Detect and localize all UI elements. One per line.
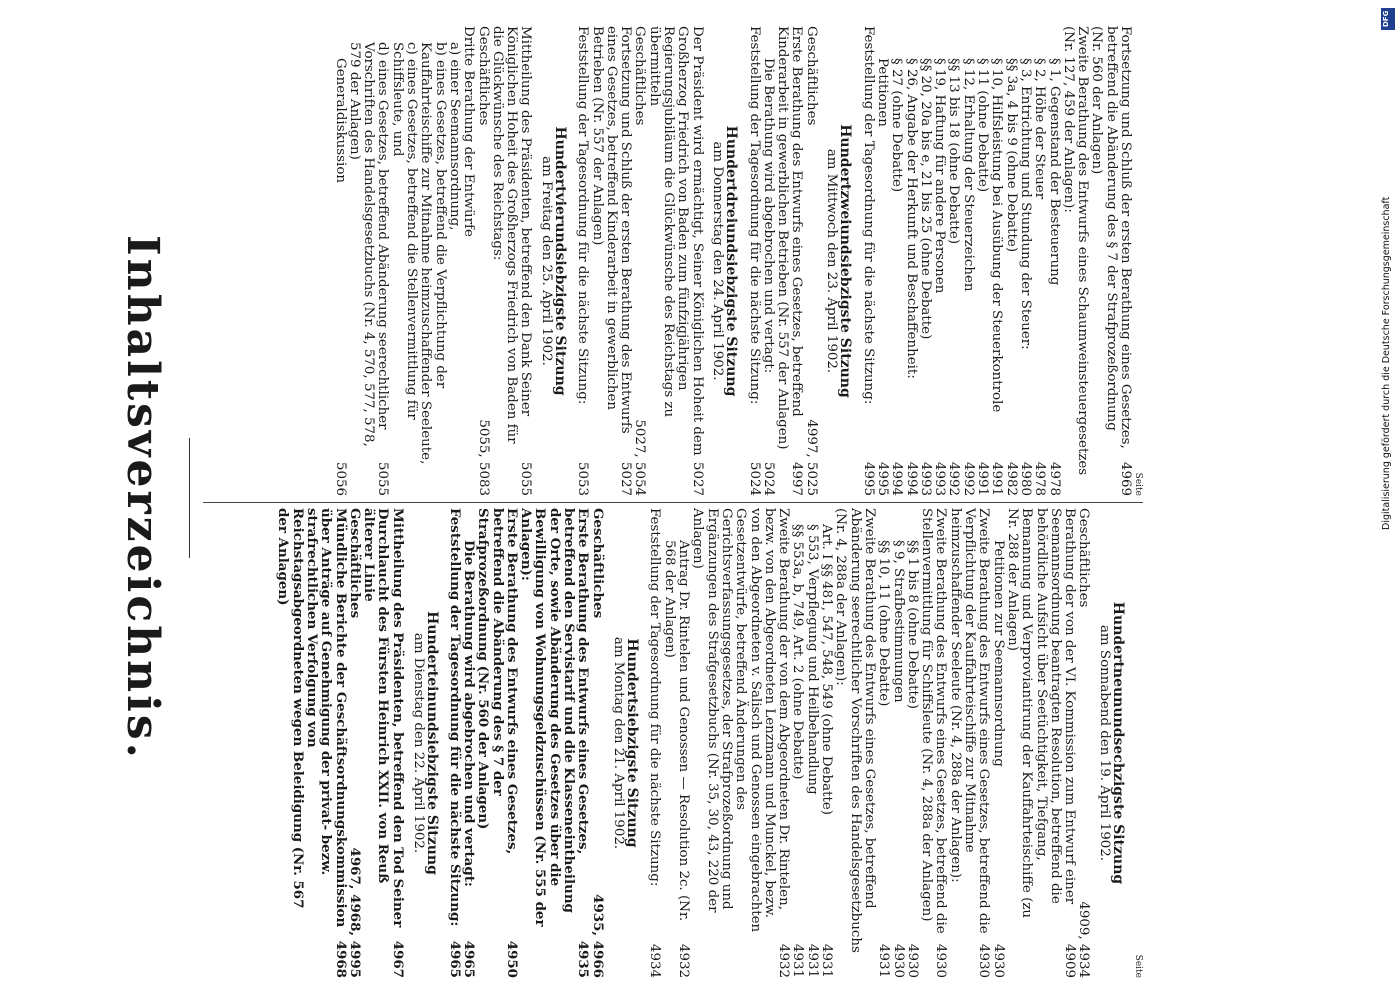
toc-entry-page: 4930 bbox=[933, 943, 949, 978]
dfg-logo-text: DFG bbox=[1382, 10, 1390, 27]
digitization-note bbox=[1378, 196, 1394, 530]
toc-entry bbox=[589, 26, 632, 496]
toc-entry-page: 5027, 5054 bbox=[632, 419, 648, 496]
session-heading: Hunderteinundsiebzigste Sitzung bbox=[424, 611, 441, 875]
toc-entry bbox=[1061, 26, 1090, 496]
toc-entry bbox=[1076, 508, 1090, 978]
toc-entry-text: § 553, Verpflegung und Heilbehandlung bbox=[804, 524, 820, 795]
toc-entry-page: 4931 bbox=[790, 943, 806, 978]
toc-entry-text: Mittheilung des Präsidenten, betreffend den Tod Seiner Durchlaucht des Fürsten Heinrich XXII. von Reuß älterer Linie bbox=[361, 508, 406, 928]
toc-entry-page: 5055 bbox=[375, 461, 391, 496]
toc-entry-page: 4930 bbox=[990, 943, 1006, 978]
toc-entry-text: § 10, Hilfsleistung bei Ausübung der Steuerkontrole bbox=[989, 58, 1005, 413]
toc-entry-text: Dritte Berathung der Entwürfe bbox=[461, 26, 477, 237]
session bbox=[575, 26, 738, 496]
toc-entry-page: 4934 bbox=[647, 943, 663, 978]
session-heading: Hundertzweiundsiebzigste Sitzung bbox=[837, 124, 854, 398]
session-heading: Hundertneunundsechzigste Sitzung bbox=[1110, 601, 1126, 885]
toc-entry bbox=[590, 508, 604, 978]
toc-entry bbox=[932, 26, 946, 496]
digitization-note-text: Digitalisierung gefördert durch die Deutsche Forschungsgemeinschaft bbox=[1381, 196, 1392, 530]
toc-entry bbox=[819, 508, 833, 978]
toc-entry-page: 5027 bbox=[618, 461, 634, 496]
toc-entry bbox=[447, 26, 461, 496]
toc-entry bbox=[1003, 26, 1017, 496]
toc-entry-page: 4935, 4966 bbox=[589, 894, 606, 978]
toc-entry-page: 4931 bbox=[819, 943, 835, 978]
toc-entry-text: Zweite Berathung des Entwurfs eines Gesetzes, betreffend die Verpflichtung der Kauffahrteischiffe zur Mitnahme heimzuschaffender Seeleute (Nr. 4, 288a der Anlagen): bbox=[947, 508, 992, 934]
toc-entry-text: Die Berathung wird abgebrochen und vertagt: bbox=[760, 58, 776, 374]
toc-entry-page: 4993 bbox=[932, 461, 948, 496]
toc-entry-page: 5024 bbox=[746, 461, 762, 496]
toc-entry bbox=[362, 508, 405, 978]
toc-entry bbox=[1089, 26, 1132, 496]
toc-entry-text: Berathung der von der VI. Kommission zum Entwurf einer Seemannsordnung beantragten Resolution, betreffend die behördliche Aufsicht über Seetüchtigkeit, Tiefgang, Bemannung und Verproviantirung der Kauffahrteischiffe (zu Nr. 288 der Anlagen) bbox=[1004, 508, 1078, 918]
toc-entry bbox=[490, 26, 533, 496]
toc-entry-text: Zweite Berathung des Entwurfs eines Schaumweinsteuergesetzes (Nr. 127, 459 der Anlagen): bbox=[1060, 26, 1091, 476]
toc-entry-text: § 3, Entrichtung und Stundung der Steuer: bbox=[1017, 58, 1033, 350]
toc-entry-page: 4980 bbox=[1017, 461, 1033, 496]
session-date: am Montag den 21. April 1902. bbox=[610, 636, 626, 850]
toc-entry-page: 5024 bbox=[760, 461, 776, 496]
toc-entry-page: 4965 bbox=[460, 940, 477, 978]
toc-entry-text: Art. I §§ 481, 547, 548, 549 (ohne Debatte) bbox=[819, 524, 835, 816]
toc-entry-text: Feststellung der Tagesordnung für die nächste Sitzung: bbox=[575, 26, 591, 405]
toc-entry-text: Die Berathung wird abgebrochen und vertagt: bbox=[460, 540, 477, 887]
toc-entry-text: §§ 3a, 4 bis 9 (ohne Debatte) bbox=[1003, 58, 1019, 253]
toc-entry bbox=[804, 508, 818, 978]
toc-entry-page: 4965 bbox=[446, 940, 463, 978]
toc-entry bbox=[989, 26, 1003, 496]
toc-entry-text: § 27 (ohne Debatte) bbox=[889, 58, 905, 193]
toc-entry-page: 4930 bbox=[976, 943, 992, 978]
toc-entry-text: Der Präsident wird ermächtigt, Seiner Königlichen Hoheit dem Großherzog Friedrich von Baden zum fünfzigjährigen Regierungsjubiläum die Glückwünsche des Reichstags zu übermitteln bbox=[646, 26, 705, 456]
toc-entry-text: § 11 (ohne Debatte) bbox=[975, 58, 991, 193]
seite-label: Seite bbox=[1133, 472, 1143, 496]
toc-entry-text: Geschäftliches bbox=[1076, 508, 1092, 608]
toc-entry bbox=[647, 508, 661, 978]
toc-entry-text: Zweite Berathung des Entwurfs eines Gesetzes, betreffend die Stellenvermittlung für Schiffsleute (Nr. 4, 288a der Anlagen) bbox=[919, 508, 949, 934]
toc-entry-page: 4994 bbox=[889, 461, 905, 496]
seite-label: Seite bbox=[1133, 954, 1143, 978]
toc-entry bbox=[447, 508, 461, 978]
session-heading: Hundertvierundsiebzigste Sitzung bbox=[552, 126, 569, 396]
toc-entry-text: §§ 553a, b, 749, Art. 2 (ohne Debatte) bbox=[790, 524, 806, 780]
column-right bbox=[332, 26, 1143, 496]
session-date: am Freitag den 25. April 1902. bbox=[538, 156, 554, 366]
column-left bbox=[276, 508, 1143, 978]
toc-entry-text: Fortsetzung und Schluß der ersten Berathung des Entwurfs eines Gesetzes, betreffend Kinderarbeit in gewerblichen Betrieben (Nr. 557 der Anlagen) bbox=[589, 26, 634, 434]
toc-entry-text: §§ 10, 11 (ohne Debatte) bbox=[876, 540, 892, 707]
toc-entry-page: 4968 bbox=[332, 940, 349, 978]
session bbox=[332, 26, 567, 496]
toc-entry bbox=[947, 508, 990, 978]
toc-entry-text: §§ 13 bis 18 (ohne Debatte) bbox=[946, 58, 962, 245]
toc-entry bbox=[690, 508, 790, 978]
page-title: Inhaltsverzeichnis. bbox=[117, 235, 168, 761]
toc-entry-page: 4932 bbox=[776, 943, 792, 978]
toc-entry bbox=[876, 508, 890, 978]
toc-entry-page: 4932 bbox=[676, 943, 692, 978]
toc-entry bbox=[890, 508, 904, 978]
toc-entry-text: Geschäftliches bbox=[346, 508, 363, 619]
toc-entry bbox=[647, 26, 704, 496]
toc-entry-text: Geschäftliches bbox=[803, 26, 819, 126]
toc-entry-text: Feststellung der Tagesordnung für die nächste Sitzung: bbox=[746, 26, 762, 405]
session bbox=[746, 26, 852, 496]
toc-entry-page: 4931 bbox=[876, 943, 892, 978]
toc-entry bbox=[803, 26, 817, 496]
session bbox=[647, 508, 1125, 978]
toc-entry-text: b) eines Gesetzes, betreffend die Verpflichtung der Kauffahrteischiffe zur Mitnahme heimzuschaffender Seeleute, bbox=[418, 42, 448, 465]
session-date: am Donnerstag den 24. April 1902. bbox=[709, 141, 725, 381]
toc-entry-text: Erste Berathung des Entwurfs eines Gesetzes, betreffend die Abänderung des § 7 der Strafprozeßordnung (Nr. 560 der Anlagen) bbox=[475, 508, 520, 855]
dfg-logo bbox=[1381, 8, 1395, 30]
toc-entry bbox=[348, 508, 362, 978]
toc-entry bbox=[461, 26, 475, 496]
toc-entry bbox=[919, 508, 948, 978]
toc-entry bbox=[975, 26, 989, 496]
toc-entry bbox=[889, 26, 903, 496]
toc-entry-page: 4995 bbox=[860, 461, 876, 496]
toc-entry-page: 4995 bbox=[874, 461, 890, 496]
toc-entry-text: Generaldiskussion bbox=[332, 58, 348, 184]
toc-entry-page: 4991 bbox=[989, 461, 1005, 496]
toc-entry bbox=[475, 26, 489, 496]
toc-entry bbox=[1005, 508, 1076, 978]
toc-entry-page: 4997 bbox=[789, 461, 805, 496]
toc-entry bbox=[632, 26, 646, 496]
toc-entry-text: § 26, Angabe der Herkunft und Beschaffenheit: bbox=[903, 58, 919, 379]
session bbox=[276, 508, 439, 978]
toc-entry-page: 4991 bbox=[975, 461, 991, 496]
title-rule bbox=[189, 438, 190, 558]
toc-entry-text: Feststellung der Tagesordnung für die nächste Sitzung: bbox=[647, 508, 663, 887]
toc-entry bbox=[905, 508, 919, 978]
toc-entry bbox=[746, 26, 760, 496]
toc-entry-page: 4978 bbox=[1032, 461, 1048, 496]
toc-entry-text: § 19, Haftung für andere Personen bbox=[932, 58, 948, 294]
toc-entry-text: Feststellung der Tagesordnung für die nächste Sitzung: bbox=[446, 508, 463, 927]
toc-entry-page: 4909, 4934 bbox=[1076, 901, 1092, 978]
toc-entry bbox=[918, 26, 932, 496]
toc-entry bbox=[761, 26, 775, 496]
toc-entry-text: Fortsetzung und Schluß der ersten Berathung eines Gesetzes, betreffend die Abänderung des § 7 der Strafprozeßordnung (Nr. 560 der Anlagen) bbox=[1089, 26, 1133, 449]
session-date: am Dienstag den 22. April 1902. bbox=[411, 632, 427, 854]
toc-entry-text: Geschäftliches bbox=[475, 26, 491, 126]
session-heading: Hundertsiebzigste Sitzung bbox=[624, 638, 641, 848]
toc-entry-text: Mittheilung des Präsidenten, betreffend den Dank Seiner Königlichen Hoheit des Großherzogs Friedrich von Baden für die Glückwünsche des Reichstags: bbox=[489, 26, 534, 444]
session-date: am Mittwoch den 23. April 1902. bbox=[824, 148, 840, 374]
session-continued bbox=[860, 26, 1132, 496]
toc-entry-text: § 12, Erhaltung der Steuerzeichen bbox=[960, 58, 976, 292]
toc-entry-text: Zweite Berathung der von dem Abgeordneten Dr. Rintelen, bezw. von den Abgeordneten Lenzmann und Munckel, bezw. von den Abgeordneten v. Salisch und Genossen eingebrachten Gesetzentwürfe, betreffend Änderungen des Gerichtsverfassungsgesetzes, der Strafprozeßordnung und Ergänzungen des Strafgesetzbuchs (Nr. 35, 30, 43, 220 der Anlagen) bbox=[690, 508, 792, 933]
toc-entry-text: §§ 20, 20a bis e, 21 bis 25 (ohne Debatte) bbox=[917, 58, 933, 340]
document-frame bbox=[8, 8, 1368, 988]
toc-entry-page: 4982 bbox=[1003, 461, 1019, 496]
toc-entry bbox=[775, 26, 804, 496]
toc-entry bbox=[476, 508, 519, 978]
toc-entry-page: 5053 bbox=[575, 461, 591, 496]
toc-entry-text: Geschäftliches bbox=[632, 26, 648, 126]
toc-entry bbox=[946, 26, 960, 496]
session-date: am Sonnabend den 19. April 1902. bbox=[1096, 624, 1112, 862]
toc-entry bbox=[990, 508, 1004, 978]
toc-entry bbox=[790, 508, 804, 978]
toc-entry-text: § 9, Strafbestimmungen bbox=[890, 540, 906, 703]
toc-entry bbox=[276, 508, 347, 978]
toc-entry bbox=[519, 508, 590, 978]
session bbox=[447, 508, 639, 978]
toc-entry-page: 4992 bbox=[946, 461, 962, 496]
toc-entry-page: 4969 bbox=[1118, 461, 1133, 496]
toc-entry bbox=[960, 26, 974, 496]
toc-entry-page: 4930 bbox=[890, 943, 906, 978]
toc-entry-text: Mündliche Berichte der Geschäftsordnungskommission über Anträge auf Genehmigung der privat- bezw. strafrechtlichen Verfolgung von Reichstagsabgeordneten wegen Beleidigung (Nr. 567 der Anlagen) bbox=[275, 508, 349, 928]
toc-entry bbox=[1032, 26, 1046, 496]
toc-entry-text: Erste Berathung des Entwurfs eines Gesetzes, betreffend den Servistarif und die Klasseneintheilung der Orte, sowie Abänderung des Gesetzes über die Bewilligung von Wohnungsgeldzuschüssen (Nr. 555 der Anlagen): bbox=[518, 508, 592, 927]
toc-entry-page: 4967, 4968, 4995 bbox=[346, 847, 363, 978]
toc-entry-text: c) eines Gesetzes, betreffend die Stellenvermittlung für Schiffsleute, und bbox=[389, 42, 420, 420]
toc-entry-page: 4909 bbox=[1062, 943, 1078, 978]
toc-entry-text: § 2, Höhe der Steuer bbox=[1032, 58, 1048, 200]
toc-entry bbox=[833, 508, 876, 978]
toc-entry-text: § 1, Gegenstand der Besteuerung bbox=[1046, 58, 1062, 286]
toc-entry-page: 4978 bbox=[1046, 461, 1062, 496]
toc-entry-page: 5027 bbox=[689, 461, 705, 496]
toc-entry-page: 4931 bbox=[804, 943, 820, 978]
toc-entry-text: Zweite Berathung des Entwurfs eines Gesetzes, betreffend Abänderung seerechtlicher Vorschriften des Handelsgesetzbuchs (Nr. 4, 288a der Anlagen): bbox=[833, 508, 877, 953]
toc-entry bbox=[860, 26, 874, 496]
toc-entry-text: Antrag Dr. Rintelen und Genossen — Resolution 2c. (Nr. 568 der Anlagen) bbox=[661, 540, 692, 922]
toc-entry-page: 4992 bbox=[960, 461, 976, 496]
column-divider bbox=[203, 502, 1143, 503]
session-heading: Hundertdreiundsiebzigste Sitzung bbox=[723, 125, 740, 397]
toc-entry-page: 5055 bbox=[518, 461, 534, 496]
toc-entry bbox=[903, 26, 917, 496]
toc-entry-text: d) eines Gesetzes, betreffend Abänderung seerechtlicher Vorschriften des Handelsgesetzbuchs (Nr. 4, 570, 577, 578, 579 der Anlagen) bbox=[346, 42, 391, 447]
toc-entry-page: 4993 bbox=[917, 461, 933, 496]
toc-entry-page: 5055, 5083 bbox=[475, 419, 491, 496]
toc-entry-text: Petitionen zur Seemannsordnung bbox=[990, 540, 1006, 767]
toc-entry bbox=[389, 26, 418, 496]
toc-entry bbox=[875, 26, 889, 496]
toc-entry-text: Feststellung der Tagesordnung für die nächste Sitzung: bbox=[860, 26, 876, 405]
toc-entry-page: 4997, 5025 bbox=[803, 419, 819, 496]
toc-entry-page: 4994 bbox=[903, 461, 919, 496]
toc-entry-text: Petitionen bbox=[874, 58, 890, 127]
toc-entry bbox=[662, 508, 691, 978]
toc-entry bbox=[1046, 26, 1060, 496]
toc-entry bbox=[462, 508, 476, 978]
toc-entry-text: Geschäftliches bbox=[589, 508, 606, 619]
toc-entry bbox=[418, 26, 447, 496]
toc-entry-page: 4935 bbox=[575, 940, 592, 978]
toc-entry-page: 4950 bbox=[503, 940, 520, 978]
toc-entry-text: §§ 1 bis 8 (ohne Debatte) bbox=[904, 540, 920, 710]
toc-entry-page: 5056 bbox=[332, 461, 348, 496]
toc-entry bbox=[332, 26, 346, 496]
toc-entry bbox=[1018, 26, 1032, 496]
toc-entry-page: 4930 bbox=[904, 943, 920, 978]
toc-entry bbox=[347, 26, 390, 496]
toc-entry-text: a) einer Seemannsordnung, bbox=[446, 42, 462, 231]
toc-entry-page: 4967 bbox=[389, 940, 406, 978]
toc-entry-text: Erste Berathung des Entwurfs eines Gesetzes, betreffend Kinderarbeit in gewerblichen Betrieben (Nr. 557 der Anlagen) bbox=[775, 26, 805, 450]
toc-entry bbox=[575, 26, 589, 496]
